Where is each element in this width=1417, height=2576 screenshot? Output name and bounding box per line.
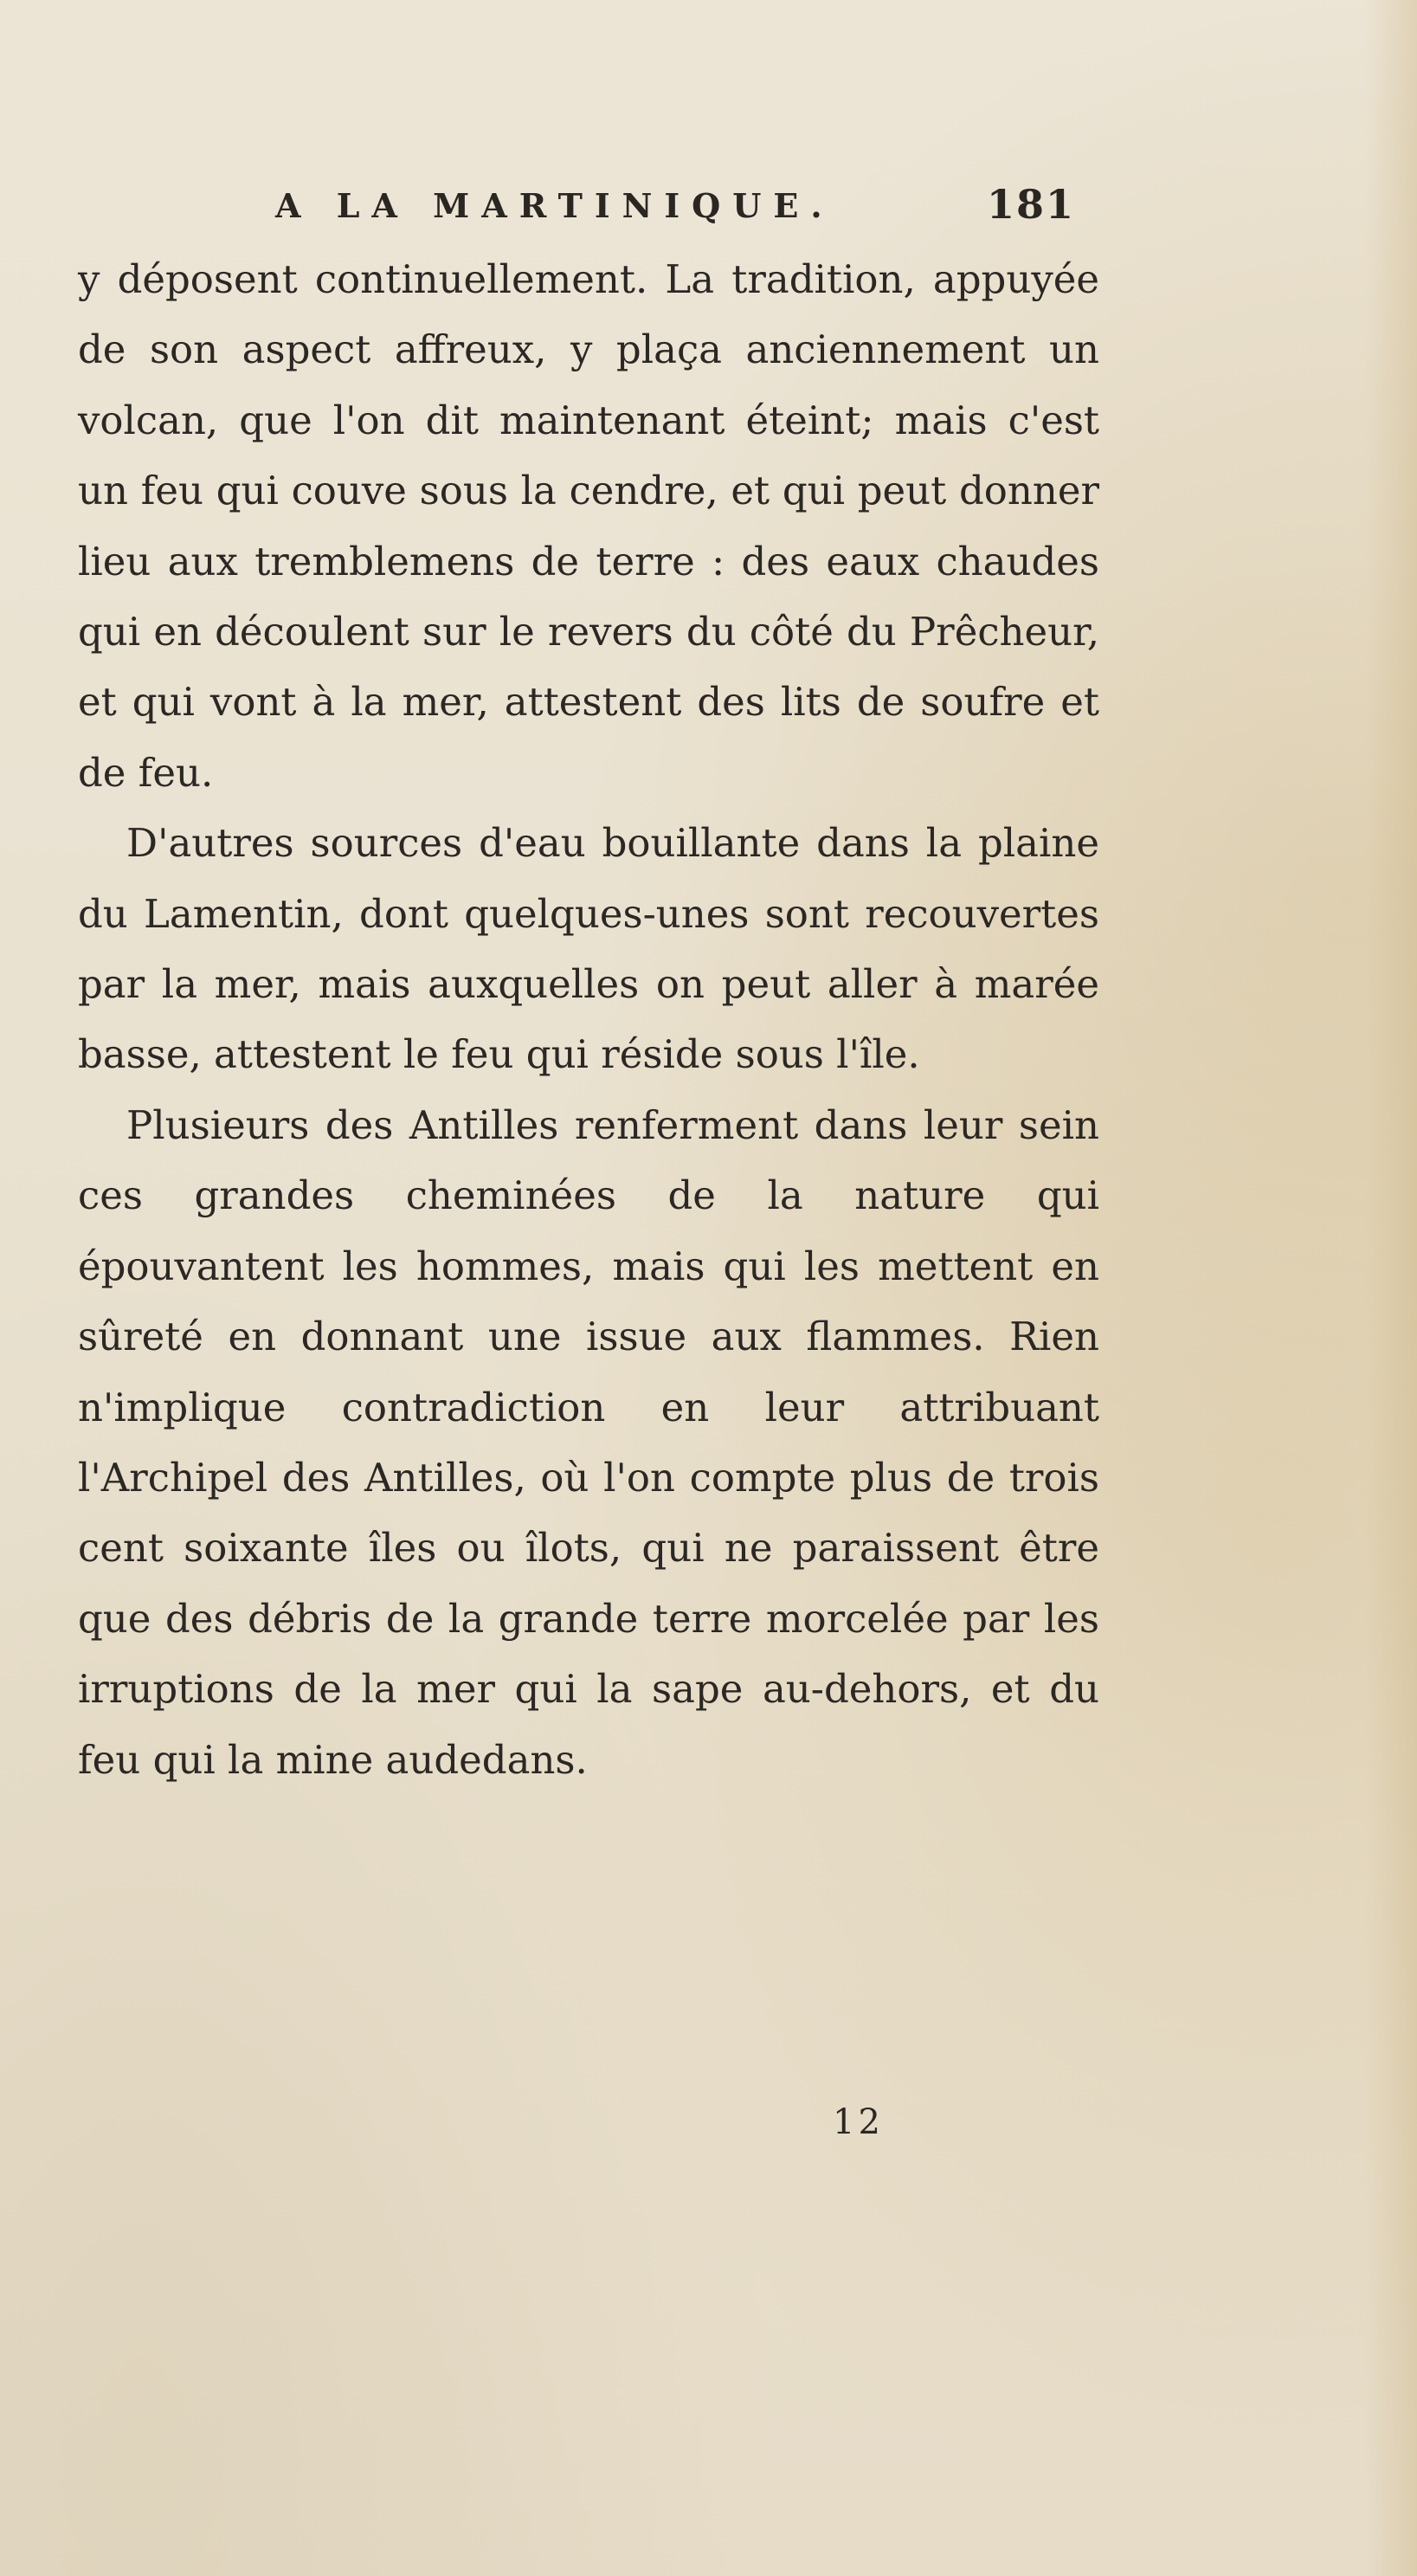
signature-mark: 12 — [833, 2102, 884, 2142]
page-number: 181 — [987, 181, 1076, 228]
page-header — [0, 178, 1417, 238]
page-edge-stain — [1365, 0, 1417, 2576]
body-text — [78, 244, 1099, 1795]
running-head: A LA MARTINIQUE. — [275, 186, 834, 225]
paragraph-3: Plusieurs des Antilles renferment dans leur sein ces grandes cheminées de la nature qui épouvantent les hommes, mais qui les mettent en sûreté en donnant une issue aux flammes. Rien n'implique contradiction en leur attribuant l'Archipel des Antilles, où l'on compte plus de trois cent soixante îles ou îlots, qui ne paraissent être que des débris de la grande terre morcelée par les irruptions de la mer qui la sape au-dehors, et du feu qui la mine audedans. — [78, 1101, 1099, 1783]
paragraph-2: D'autres sources d'eau bouillante dans la plaine du Lamentin, dont quelques-unes sont recouvertes par la mer, mais auxquelles on peut aller à marée basse, attestent le feu qui réside sous l'île. — [78, 820, 1099, 1078]
paragraph-1: y déposent continuellement. La tradition, appuyée de son aspect affreux, y plaça anciennement un volcan, que l'on dit maintenant éteint; mais c'est un feu qui couve sous la cendre, et qui peut donner lieu aux tremblemens de terre : des eaux chaudes qui en découlent sur le revers du côté du Prêcheur, et qui vont à la mer, attestent des lits de soufre et de feu. — [78, 256, 1099, 796]
